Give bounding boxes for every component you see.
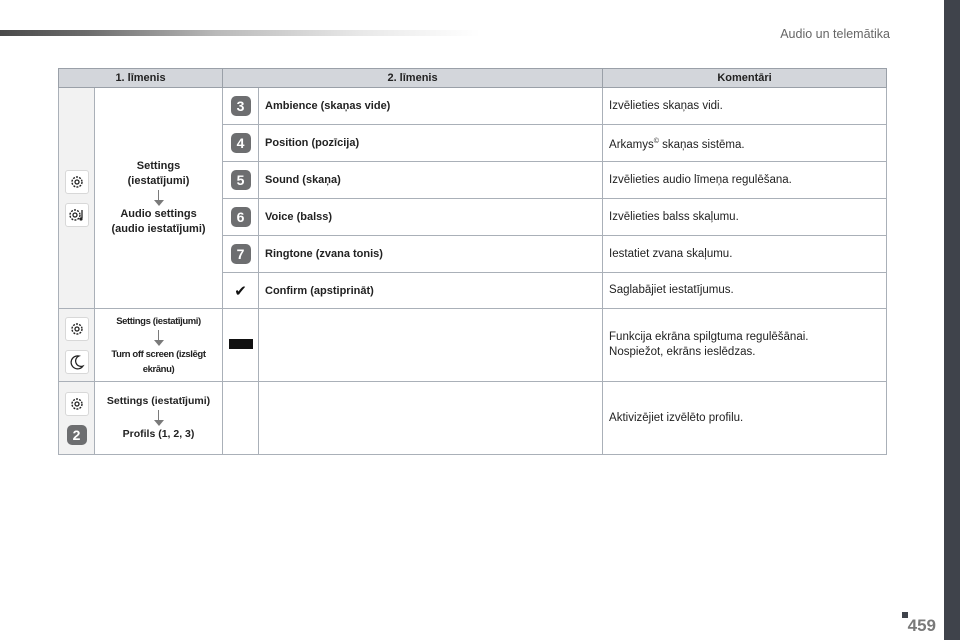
row-comment <box>603 125 887 162</box>
page-number: 459 <box>907 616 936 635</box>
row-comment: Izvēlieties balss skaļumu. <box>603 199 887 236</box>
group2-icons <box>59 309 95 382</box>
top-gradient-bar <box>0 30 480 36</box>
down-arrow-icon <box>154 410 164 426</box>
step-badge-3: 3 <box>231 96 251 116</box>
desc-settings-line2: (iestatījumi) <box>127 175 190 187</box>
step-badge-4: 4 <box>231 133 251 153</box>
copyright-mark: © <box>653 137 659 145</box>
step-badge-7: 7 <box>231 244 251 264</box>
step-badge-6: 6 <box>231 207 251 227</box>
row-comment <box>603 309 887 382</box>
right-edge-bar <box>944 0 960 640</box>
empty-cell <box>223 382 259 455</box>
row-comment: Izvēlieties skaņas vidi. <box>603 88 887 125</box>
comment-brand: Arkamys <box>609 138 654 151</box>
gear-icon <box>65 170 89 194</box>
group2-description <box>95 309 223 382</box>
table-row <box>59 309 887 382</box>
desc-settings-line1: Settings <box>136 160 181 172</box>
desc-settings: Settings (iestatījumi) <box>106 395 211 407</box>
desc-turn-off-screen: Turn off screen (izslēgt ekrānu) <box>111 348 206 375</box>
empty-cell <box>259 309 603 382</box>
column-header-level2: 2. līmenis <box>223 69 603 88</box>
checkmark-icon: ✔ <box>234 282 247 300</box>
group1-icons <box>59 88 95 309</box>
group3-description <box>95 382 223 455</box>
empty-cell <box>259 382 603 455</box>
row-label: Confirm (apstiprināt) <box>259 273 603 309</box>
gear-icon <box>65 392 89 416</box>
down-arrow-icon <box>154 190 164 206</box>
audio-settings-icon <box>65 203 89 227</box>
step-badge-5: 5 <box>231 170 251 190</box>
desc-settings: Settings (iestatījumi) <box>116 315 201 327</box>
row-comment: Saglabājiet iestatījumus. <box>603 273 887 309</box>
row-comment: Aktivizējiet izvēlēto profilu. <box>603 382 887 455</box>
desc-profiles: Profils (1, 2, 3) <box>122 428 195 440</box>
desc-audio-line2: (audio iestatījumi) <box>111 223 206 235</box>
row-label: Ambience (skaņas vide) <box>259 88 603 125</box>
table-row <box>59 382 887 455</box>
row-label: Voice (balss) <box>259 199 603 236</box>
row-label: Position (pozīcija) <box>259 125 603 162</box>
down-arrow-icon <box>154 330 164 346</box>
row-comment: Iestatiet zvana skaļumu. <box>603 236 887 273</box>
comment-line2: Nospiežot, ekrāns ieslēdzas. <box>609 346 756 358</box>
desc-audio-line1: Audio settings <box>120 208 197 220</box>
row-label: Ringtone (zvana tonis) <box>259 236 603 273</box>
column-header-comments: Komentāri <box>603 69 887 88</box>
screen-off-icon <box>229 339 253 349</box>
comment-line1: Funkcija ekrāna spilgtuma regulēšānai. <box>609 331 809 343</box>
row-comment: Izvēlieties audio līmeņa regulēšana. <box>603 162 887 199</box>
row-label: Sound (skaņa) <box>259 162 603 199</box>
table-header-row <box>59 69 887 88</box>
moon-icon <box>65 350 89 374</box>
settings-table <box>58 68 887 455</box>
group3-icons <box>59 382 95 455</box>
group1-description <box>95 88 223 309</box>
comment-rest: skaņas sistēma. <box>658 138 745 151</box>
table-row <box>59 88 887 125</box>
column-header-level1: 1. līmenis <box>59 69 223 88</box>
step-badge-2: 2 <box>67 425 87 445</box>
section-title: Audio un telemātika <box>780 27 890 41</box>
gear-icon <box>65 317 89 341</box>
